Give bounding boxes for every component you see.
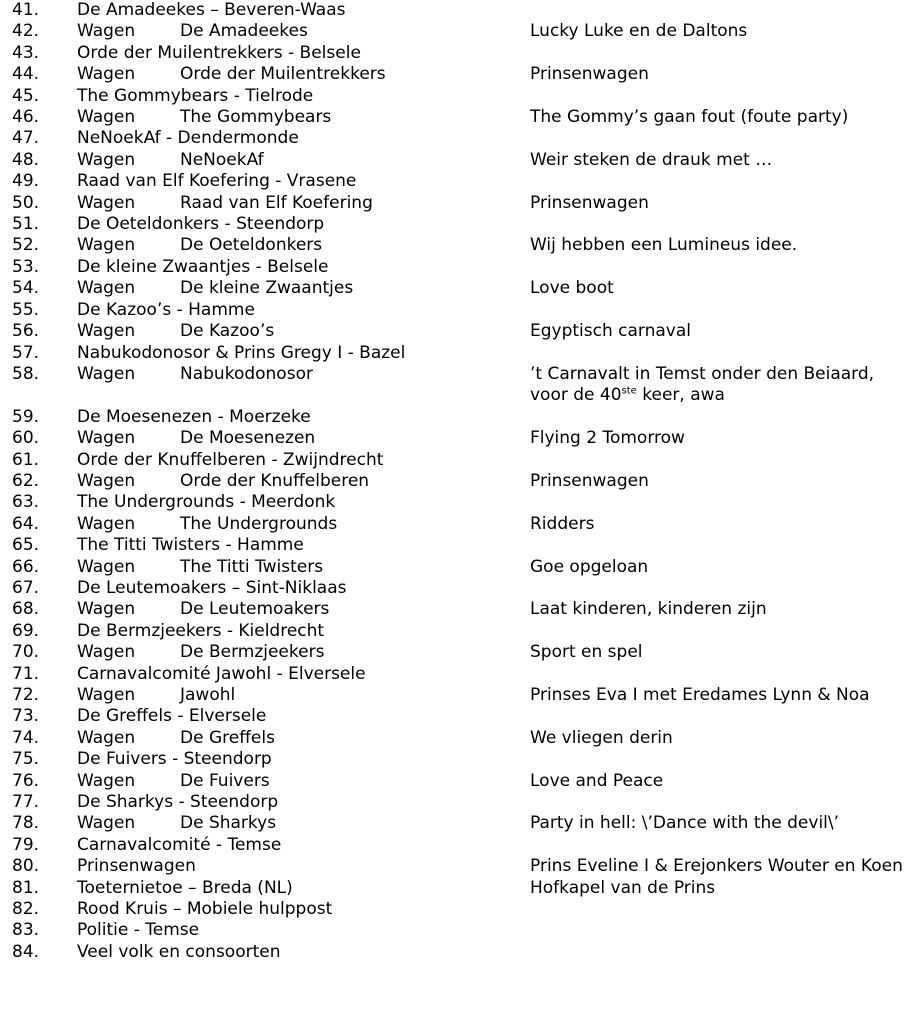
item-group: Orde der Muilentrekkers xyxy=(180,64,386,85)
item-number: 49. xyxy=(12,171,40,192)
item-title: De kleine Zwaantjes - Belsele xyxy=(77,256,329,277)
item-number: 64. xyxy=(12,513,40,534)
item-title: The Titti Twisters - Hamme xyxy=(77,535,304,556)
item-number: 42. xyxy=(12,21,40,42)
list-item xyxy=(0,856,914,877)
item-group: De Kazoo’s xyxy=(180,321,275,342)
item-theme xyxy=(530,257,910,278)
item-theme: Hofkapel van de Prins xyxy=(530,877,716,898)
item-theme xyxy=(530,214,910,235)
item-title: Veel volk en consoorten xyxy=(77,941,281,962)
list-item xyxy=(0,343,914,364)
item-number: 81. xyxy=(12,877,40,898)
item-title: De Leutemoakers – Sint-Niklaas xyxy=(77,577,347,598)
item-theme xyxy=(530,343,910,364)
item-theme: Prinses Eva I met Eredames Lynn & Noa xyxy=(530,685,870,705)
item-group: De Amadeekes xyxy=(180,21,308,42)
item-theme: Love and Peace xyxy=(530,770,664,791)
item-number: 68. xyxy=(12,599,40,620)
list-item xyxy=(0,578,914,599)
item-number: 48. xyxy=(12,149,40,170)
item-theme xyxy=(530,364,910,407)
list-item xyxy=(0,514,914,535)
item-number: 73. xyxy=(12,706,40,727)
item-theme xyxy=(530,792,910,813)
item-theme: Lucky Luke en de Daltons xyxy=(530,21,748,42)
item-theme xyxy=(530,43,910,64)
list-item xyxy=(0,557,914,578)
item-number: 56. xyxy=(12,321,40,342)
item-number: 63. xyxy=(12,492,40,513)
list-item xyxy=(0,599,914,620)
item-theme: Wij hebben een Lumineus idee. xyxy=(530,235,798,256)
item-title: Wagen xyxy=(77,599,136,620)
item-number: 71. xyxy=(12,663,40,684)
item-title: Wagen xyxy=(77,556,136,577)
item-title: The Gommybears - Tielrode xyxy=(77,85,314,106)
item-theme xyxy=(530,407,910,428)
item-number: 45. xyxy=(12,85,40,106)
item-group: NeNoekAf xyxy=(180,149,264,170)
item-theme xyxy=(530,835,910,856)
item-title: Prinsenwagen xyxy=(77,856,196,877)
list-item xyxy=(0,0,914,21)
item-number: 75. xyxy=(12,749,40,770)
item-number: 70. xyxy=(12,642,40,663)
item-number: 76. xyxy=(12,770,40,791)
item-title: Carnavalcomité Jawohl - Elversele xyxy=(77,663,366,684)
item-title: Wagen xyxy=(77,64,136,85)
item-title: Wagen xyxy=(77,107,136,128)
list-item xyxy=(0,749,914,770)
item-number: 43. xyxy=(12,42,40,63)
item-title: Wagen xyxy=(77,321,136,342)
item-theme: Laat kinderen, kinderen zijn xyxy=(530,599,767,620)
item-theme: Party in hell: \’Dance with the devil\’ xyxy=(530,813,840,834)
item-group: De Fuivers xyxy=(180,770,270,791)
list-item xyxy=(0,621,914,642)
item-theme xyxy=(530,749,910,770)
item-theme xyxy=(530,300,910,321)
item-title: Wagen xyxy=(77,278,136,299)
item-theme-text-end: keer, awa xyxy=(636,385,725,406)
list-item xyxy=(0,920,914,941)
item-title: Wagen xyxy=(77,813,136,834)
list-item xyxy=(0,878,914,899)
item-theme: Prinsenwagen xyxy=(530,470,649,491)
item-theme: Weir steken de drauk met … xyxy=(530,149,773,170)
list-item xyxy=(0,257,914,278)
item-number: 77. xyxy=(12,792,40,813)
item-title: The Undergrounds - Meerdonk xyxy=(77,492,336,513)
item-theme xyxy=(530,899,910,920)
list-item xyxy=(0,107,914,128)
item-group: De Leutemoakers xyxy=(180,599,330,620)
item-title: De Oeteldonkers - Steendorp xyxy=(77,214,325,235)
item-group: De Sharkys xyxy=(180,813,277,834)
item-title: Orde der Muilentrekkers - Belsele xyxy=(77,42,361,63)
list-item xyxy=(0,792,914,813)
item-theme: We vliegen derin xyxy=(530,727,673,748)
item-title: De Kazoo’s - Hamme xyxy=(77,299,255,320)
item-theme: Sport en spel xyxy=(530,642,643,663)
list-item xyxy=(0,642,914,663)
item-number: 84. xyxy=(12,941,40,962)
item-theme xyxy=(530,942,910,963)
list-item xyxy=(0,728,914,749)
item-number: 51. xyxy=(12,214,40,235)
list-item xyxy=(0,407,914,428)
item-number: 44. xyxy=(12,64,40,85)
item-group: The Gommybears xyxy=(180,107,332,128)
list-item xyxy=(0,428,914,449)
list-item xyxy=(0,193,914,214)
list-item xyxy=(0,214,914,235)
item-title: Wagen xyxy=(77,363,136,384)
item-number: 79. xyxy=(12,834,40,855)
item-number: 65. xyxy=(12,535,40,556)
item-theme xyxy=(530,578,910,599)
item-theme xyxy=(530,171,910,192)
list-item xyxy=(0,43,914,64)
item-title: Toeternietoe – Breda (NL) xyxy=(77,877,293,898)
item-theme xyxy=(530,128,910,149)
item-number: 57. xyxy=(12,342,40,363)
item-theme: Egyptisch carnaval xyxy=(530,321,692,342)
item-group: Orde der Knuffelberen xyxy=(180,470,370,491)
item-number: 72. xyxy=(12,685,40,705)
item-theme xyxy=(530,920,910,941)
item-number: 41. xyxy=(12,0,40,20)
item-title: De Amadeekes – Beveren-Waas xyxy=(77,0,346,20)
list-item xyxy=(0,664,914,685)
item-title: Nabukodonosor & Prins Gregy I - Bazel xyxy=(77,342,406,363)
item-number: 47. xyxy=(12,128,40,149)
item-title: Wagen xyxy=(77,149,136,170)
list-item xyxy=(0,86,914,107)
item-number: 83. xyxy=(12,920,40,941)
list-item xyxy=(0,706,914,727)
item-number: 82. xyxy=(12,899,40,920)
item-number: 54. xyxy=(12,278,40,299)
item-title: Raad van Elf Koefering - Vrasene xyxy=(77,171,357,192)
item-group: Jawohl xyxy=(180,685,236,705)
item-number: 53. xyxy=(12,256,40,277)
item-number: 61. xyxy=(12,449,40,470)
item-number: 74. xyxy=(12,727,40,748)
item-title: Wagen xyxy=(77,685,136,705)
list-item xyxy=(0,235,914,256)
item-title: Wagen xyxy=(77,192,136,213)
item-number: 59. xyxy=(12,406,40,427)
item-group: De Moesenezen xyxy=(180,428,316,449)
item-number: 80. xyxy=(12,856,40,877)
item-group: The Titti Twisters xyxy=(180,556,324,577)
item-group: De Bermzjeekers xyxy=(180,642,325,663)
item-theme-text: ’t Carnavalt in Temst onder den Beiaard, voor de 40 xyxy=(530,363,875,406)
item-title: De Bermzjeekers - Kieldrecht xyxy=(77,620,325,641)
item-theme xyxy=(530,86,910,107)
item-theme xyxy=(530,621,910,642)
item-theme xyxy=(530,0,910,21)
item-theme xyxy=(530,664,910,685)
list-item xyxy=(0,128,914,149)
item-title: Wagen xyxy=(77,428,136,449)
list-item xyxy=(0,21,914,42)
list-item xyxy=(0,171,914,192)
item-title: De Moesenezen - Moerzeke xyxy=(77,406,311,427)
item-number: 46. xyxy=(12,107,40,128)
item-theme-superscript: ste xyxy=(621,385,637,397)
item-theme: Love boot xyxy=(530,278,614,299)
item-title: NeNoekAf - Dendermonde xyxy=(77,128,299,149)
item-number: 66. xyxy=(12,556,40,577)
list-item xyxy=(0,321,914,342)
list-item xyxy=(0,835,914,856)
list-item xyxy=(0,942,914,963)
list-item xyxy=(0,492,914,513)
item-title: Wagen xyxy=(77,21,136,42)
item-title: Wagen xyxy=(77,727,136,748)
item-title: Wagen xyxy=(77,770,136,791)
item-title: De Sharkys - Steendorp xyxy=(77,792,279,813)
item-group: De Greffels xyxy=(180,727,275,748)
list-item xyxy=(0,64,914,85)
item-title: Carnavalcomité - Temse xyxy=(77,834,282,855)
list-item xyxy=(0,813,914,834)
list-item xyxy=(0,899,914,920)
item-title: Wagen xyxy=(77,470,136,491)
item-theme xyxy=(530,450,910,471)
list-item xyxy=(0,471,914,492)
item-number: 52. xyxy=(12,235,40,256)
item-number: 62. xyxy=(12,470,40,491)
item-group: Nabukodonosor xyxy=(180,363,313,384)
list-item xyxy=(0,300,914,321)
item-number: 69. xyxy=(12,620,40,641)
item-theme: Goe opgeloan xyxy=(530,556,649,577)
item-number: 60. xyxy=(12,428,40,449)
item-number: 50. xyxy=(12,192,40,213)
item-number: 58. xyxy=(12,363,40,384)
list-item xyxy=(0,150,914,171)
item-theme: Prins Eveline I & Erejonkers Wouter en Koen xyxy=(530,856,903,877)
item-group: Raad van Elf Koefering xyxy=(180,192,373,213)
list-item xyxy=(0,685,914,706)
list-item xyxy=(0,450,914,471)
item-title: Orde der Knuffelberen - Zwijndrecht xyxy=(77,449,384,470)
item-number: 55. xyxy=(12,299,40,320)
list-item xyxy=(0,278,914,299)
list-item xyxy=(0,771,914,792)
item-theme: Prinsenwagen xyxy=(530,64,649,85)
item-number: 78. xyxy=(12,813,40,834)
item-theme xyxy=(530,492,910,513)
list-item xyxy=(0,364,914,407)
item-title: Rood Kruis – Mobiele hulppost xyxy=(77,899,333,920)
item-group: De Oeteldonkers xyxy=(180,235,323,256)
item-theme: The Gommy’s gaan fout (foute party) xyxy=(530,107,849,128)
item-title: Wagen xyxy=(77,642,136,663)
item-theme: Ridders xyxy=(530,513,595,534)
list-item xyxy=(0,535,914,556)
item-theme: Flying 2 Tomorrow xyxy=(530,428,685,449)
item-number: 67. xyxy=(12,577,40,598)
item-title: De Fuivers - Steendorp xyxy=(77,749,272,770)
item-theme: Prinsenwagen xyxy=(530,192,649,213)
item-theme xyxy=(530,535,910,556)
item-title: Politie - Temse xyxy=(77,920,200,941)
item-group: The Undergrounds xyxy=(180,513,338,534)
item-theme xyxy=(530,706,910,727)
item-title: Wagen xyxy=(77,513,136,534)
item-group: De kleine Zwaantjes xyxy=(180,278,354,299)
item-title: De Greffels - Elversele xyxy=(77,706,267,727)
item-title: Wagen xyxy=(77,235,136,256)
